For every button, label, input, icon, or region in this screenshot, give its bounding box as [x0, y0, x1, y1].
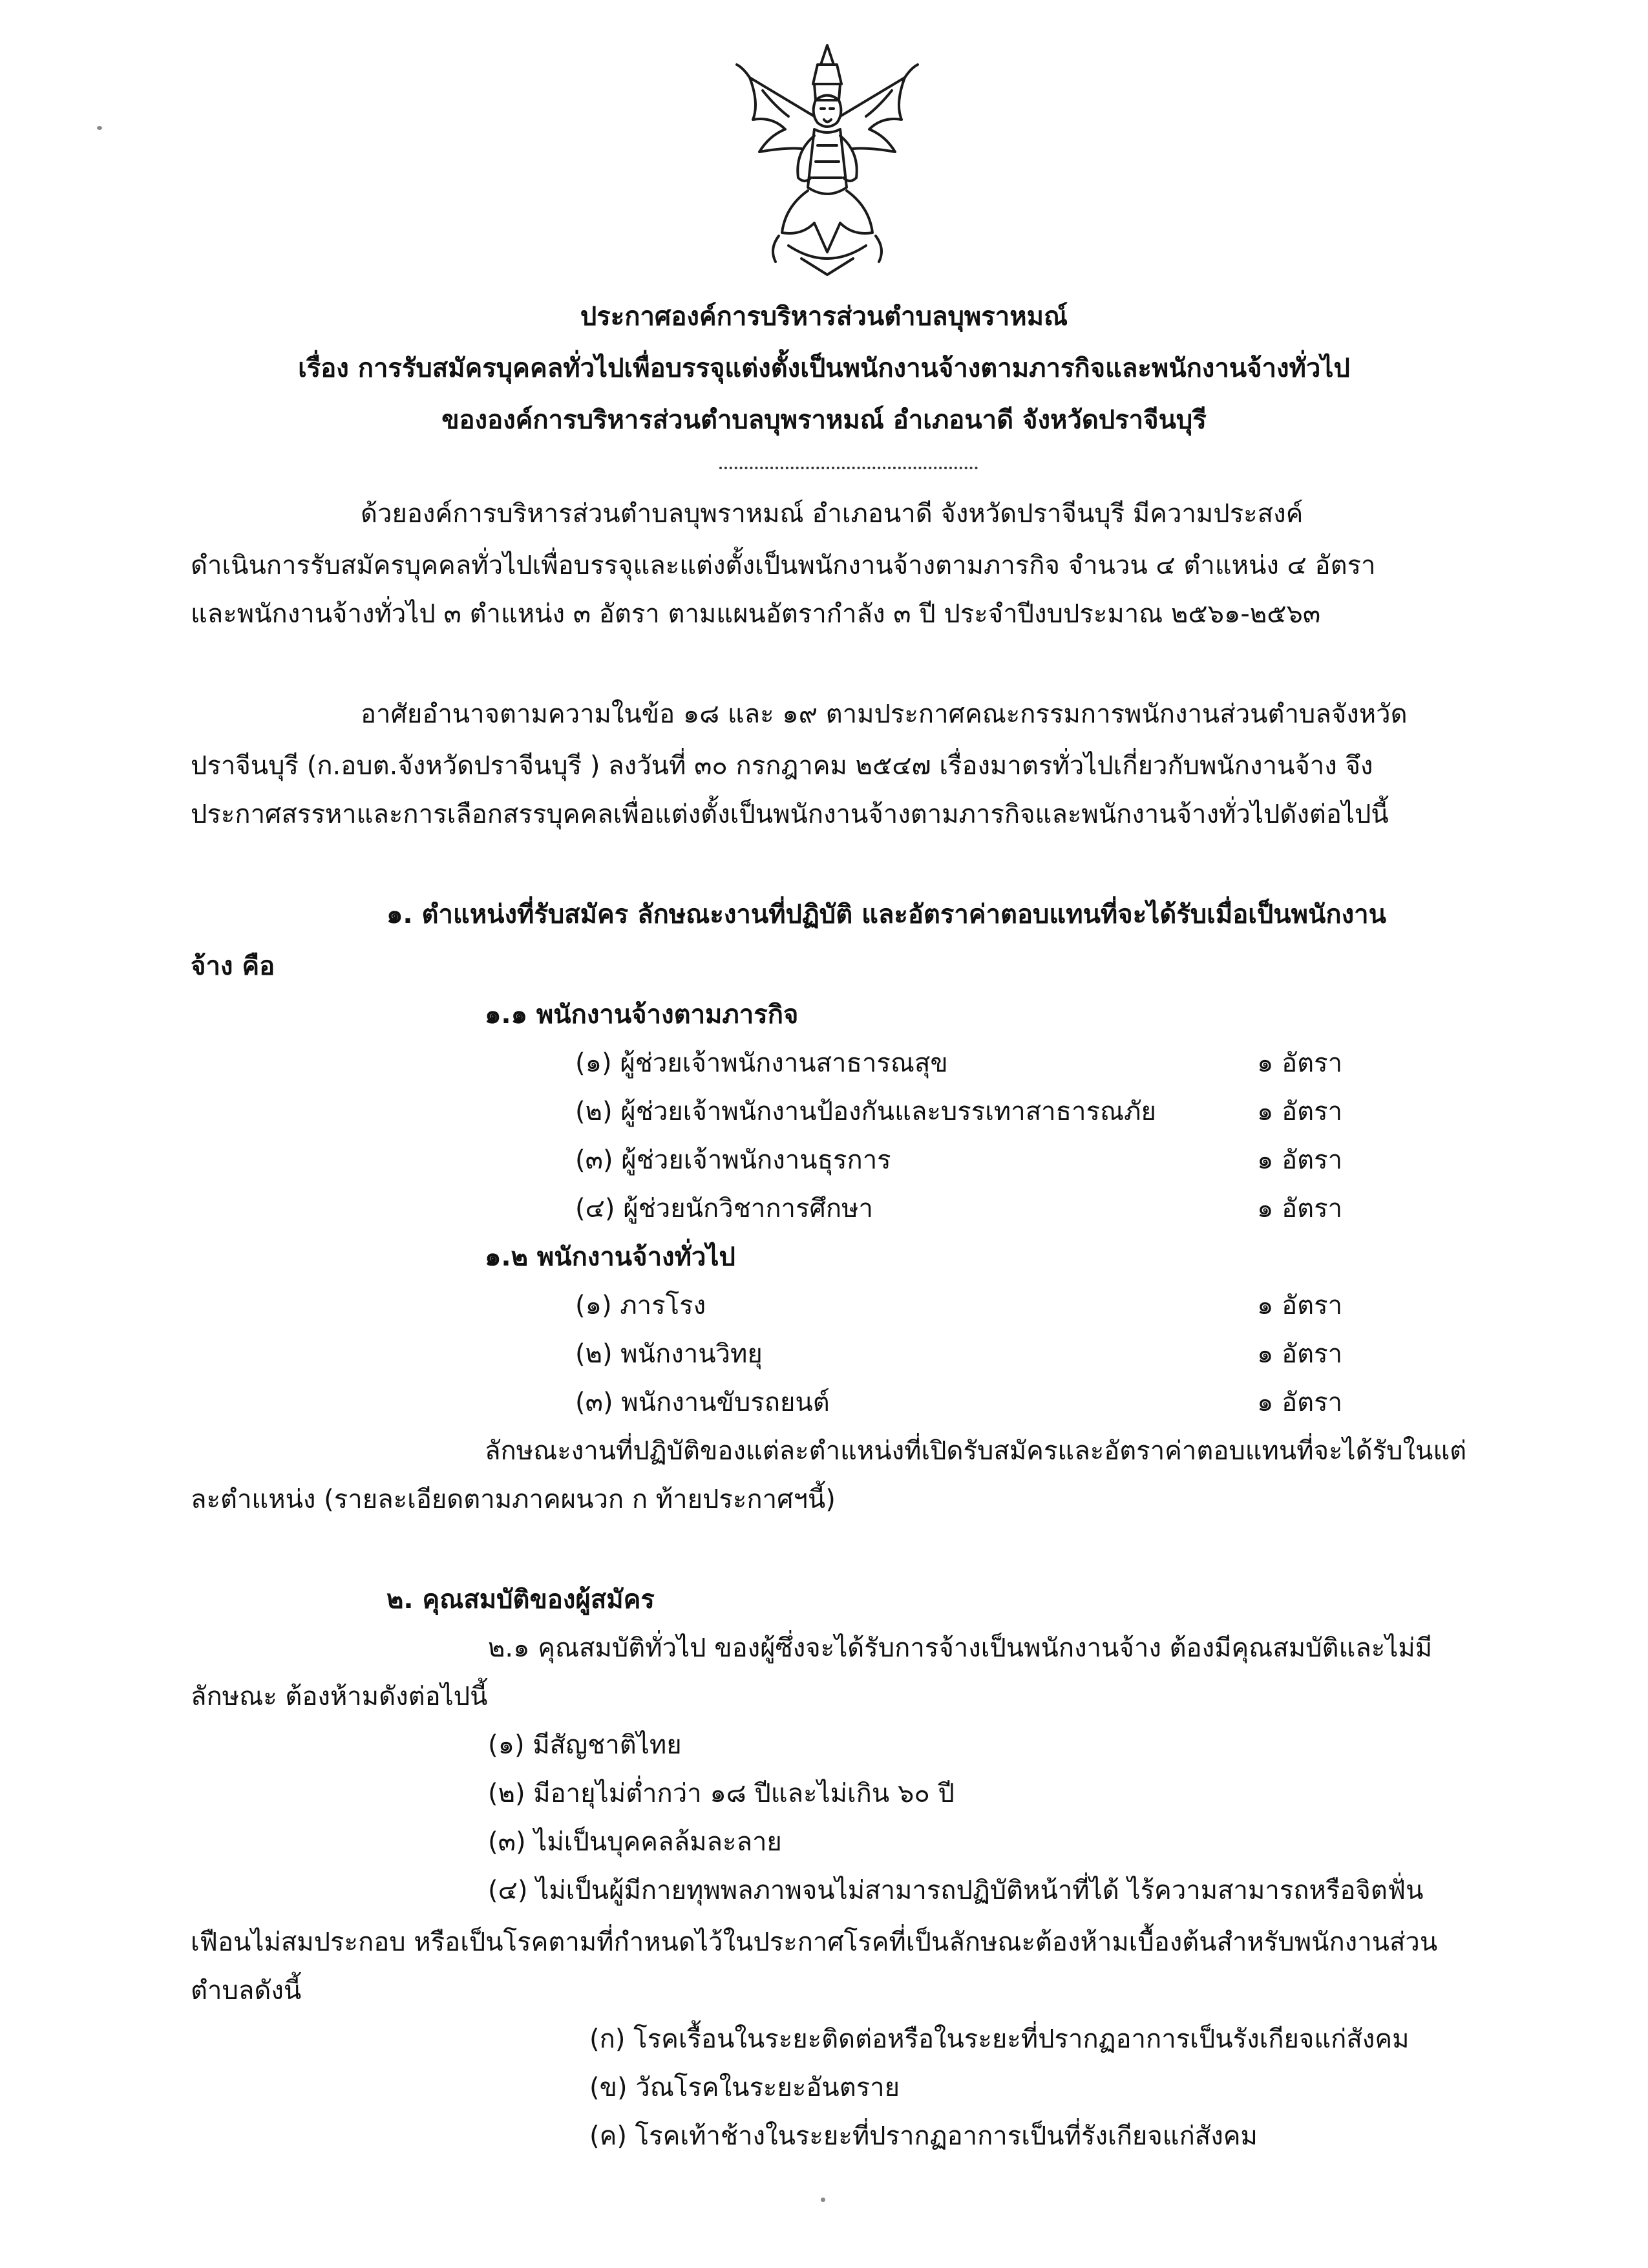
section-2-heading: ๒. คุณสมบัติของผู้สมัคร [386, 1585, 655, 1615]
disease-item: (ก) โรคเรื้อนในระยะติดต่อหรือในระยะที่ปรากฏอาการเป็นรังเกียจแก่สังคม [589, 2024, 1410, 2054]
qualification-item: (๑) มีสัญชาติไทย [488, 1730, 682, 1760]
qualification-item: (๓) ไม่เป็นบุคคลล้มละลาย [488, 1827, 782, 1857]
position-item: (๔) ผู้ช่วยนักวิชาการศึกษา [575, 1194, 873, 1224]
disease-item: (ค) โรคเท้าช้างในระยะที่ปรากฏอาการเป็นที่รังเกียจแก่สังคม [589, 2121, 1258, 2151]
intro-line-1: ด้วยองค์การบริหารส่วนตำบลบุพราหมณ์ อำเภอนาดี จังหวัดปราจีนบุรี มีความประสงค์ [361, 499, 1304, 529]
announcement-organization: ขององค์การบริหารส่วนตำบลบุพราหมณ์ อำเภอนาดี จังหวัดปราจีนบุรี [441, 405, 1207, 435]
section-1-heading-cont: จ้าง คือ [191, 951, 275, 981]
position-item: (๒) พนักงานวิทยุ [575, 1339, 763, 1369]
position-item: (๑) ภารโรง [575, 1291, 706, 1320]
position-rate: ๑ อัตรา [1257, 1048, 1343, 1078]
section-1-heading: ๑. ตำแหน่งที่รับสมัคร ลักษณะงานที่ปฏิบัติ และอัตราค่าตอบแทนที่จะได้รับเมื่อเป็นพนักงาน [386, 900, 1386, 929]
general-qualifications: ๒.๑ คุณสมบัติทั่วไป ของผู้ซึ่งจะได้รับการจ้างเป็นพนักงานจ้าง ต้องมีคุณสมบัติและไม่มี [488, 1633, 1433, 1663]
job-description-note: ลักษณะงานที่ปฏิบัติของแต่ละตำแหน่งที่เปิดรับสมัครและอัตราค่าตอบแทนที่จะได้รับในแต่ [485, 1436, 1467, 1466]
garuda-emblem-icon [724, 39, 931, 278]
authority-line-2: ปราจีนบุรี (ก.อบต.จังหวัดปราจีนบุรี ) ลงวันที่ ๓๐ กรกฎาคม ๒๕๔๗ เรื่องมาตรทั่วไปเกี่ยวกับพนักงานจ้าง จึง [191, 751, 1373, 781]
position-rate: ๑ อัตรา [1257, 1339, 1343, 1369]
position-rate: ๑ อัตรา [1257, 1194, 1343, 1224]
qualification-item-4: (๔) ไม่เป็นผู้มีกายทุพพลภาพจนไม่สามารถปฏิบัติหน้าที่ได้ ไร้ความสามารถหรือจิตฟั่น [488, 1876, 1424, 1905]
subsection-1-2-title: ๑.๒ พนักงานจ้างทั่วไป [485, 1242, 735, 1272]
position-rate: ๑ อัตรา [1257, 1145, 1343, 1175]
announcement-title: ประกาศองค์การบริหารส่วนตำบลบุพราหมณ์ [580, 302, 1068, 332]
position-rate: ๑ อัตรา [1257, 1388, 1343, 1417]
qualification-item-4-cont: ตำบลดังนี้ [191, 1976, 302, 2006]
scan-speck [97, 126, 102, 130]
position-item: (๑) ผู้ช่วยเจ้าพนักงานสาธารณสุข [575, 1048, 948, 1078]
intro-line-3: และพนักงานจ้างทั่วไป ๓ ตำแหน่ง ๓ อัตรา ตามแผนอัตรากำลัง ๓ ปี ประจำปีงบประมาณ ๒๕๖๑-๒๕๖๓ [191, 599, 1321, 629]
position-item: (๓) พนักงานขับรถยนต์ [575, 1388, 830, 1417]
authority-line-3: ประกาศสรรหาและการเลือกสรรบุคคลเพื่อแต่งตั้งเป็นพนักงานจ้างตามภารกิจและพนักงานจ้างทั่วไปดังต่อไปนี้ [191, 800, 1389, 829]
announcement-subject: เรื่อง การรับสมัครบุคคลทั่วไปเพื่อบรรจุแต่งตั้งเป็นพนักงานจ้างตามภารกิจและพนักงานจ้างทั่วไป [298, 354, 1350, 383]
position-item: (๒) ผู้ช่วยเจ้าพนักงานป้องกันและบรรเทาสาธารณภัย [575, 1097, 1156, 1127]
qualification-item: (๒) มีอายุไม่ต่ำกว่า ๑๘ ปีและไม่เกิน ๖๐ ปี [488, 1779, 955, 1808]
intro-line-2: ดำเนินการรับสมัครบุคคลทั่วไปเพื่อบรรจุและแต่งตั้งเป็นพนักงานจ้างตามภารกิจ จำนวน ๔ ตำแหน่ง ๔ อัตรา [191, 551, 1376, 580]
job-description-note-cont: ละตำแหน่ง (รายละเอียดตามภาคผนวก ก ท้ายประกาศฯนี้) [191, 1485, 836, 1514]
position-item: (๓) ผู้ช่วยเจ้าพนักงานธุรการ [575, 1145, 891, 1175]
subsection-1-1-title: ๑.๑ พนักงานจ้างตามภารกิจ [485, 1000, 799, 1030]
header-divider [719, 467, 978, 469]
general-qualifications-cont: ลักษณะ ต้องห้ามดังต่อไปนี้ [191, 1682, 488, 1712]
authority-line-1: อาศัยอำนาจตามความในข้อ ๑๘ และ ๑๙ ตามประกาศคณะกรรมการพนักงานส่วนตำบลจังหวัด [361, 699, 1408, 729]
position-rate: ๑ อัตรา [1257, 1097, 1343, 1127]
disease-item: (ข) วัณโรคในระยะอันตราย [589, 2073, 900, 2103]
position-rate: ๑ อัตรา [1257, 1291, 1343, 1320]
qualification-item-4-cont: เฟือนไม่สมประกอบ หรือเป็นโรคตามที่กำหนดไว้ในประกาศโรคที่เป็นลักษณะต้องห้ามเบื้องต้นสำหรับพนักงานส่วน [191, 1927, 1438, 1957]
scan-speck [821, 2198, 825, 2202]
